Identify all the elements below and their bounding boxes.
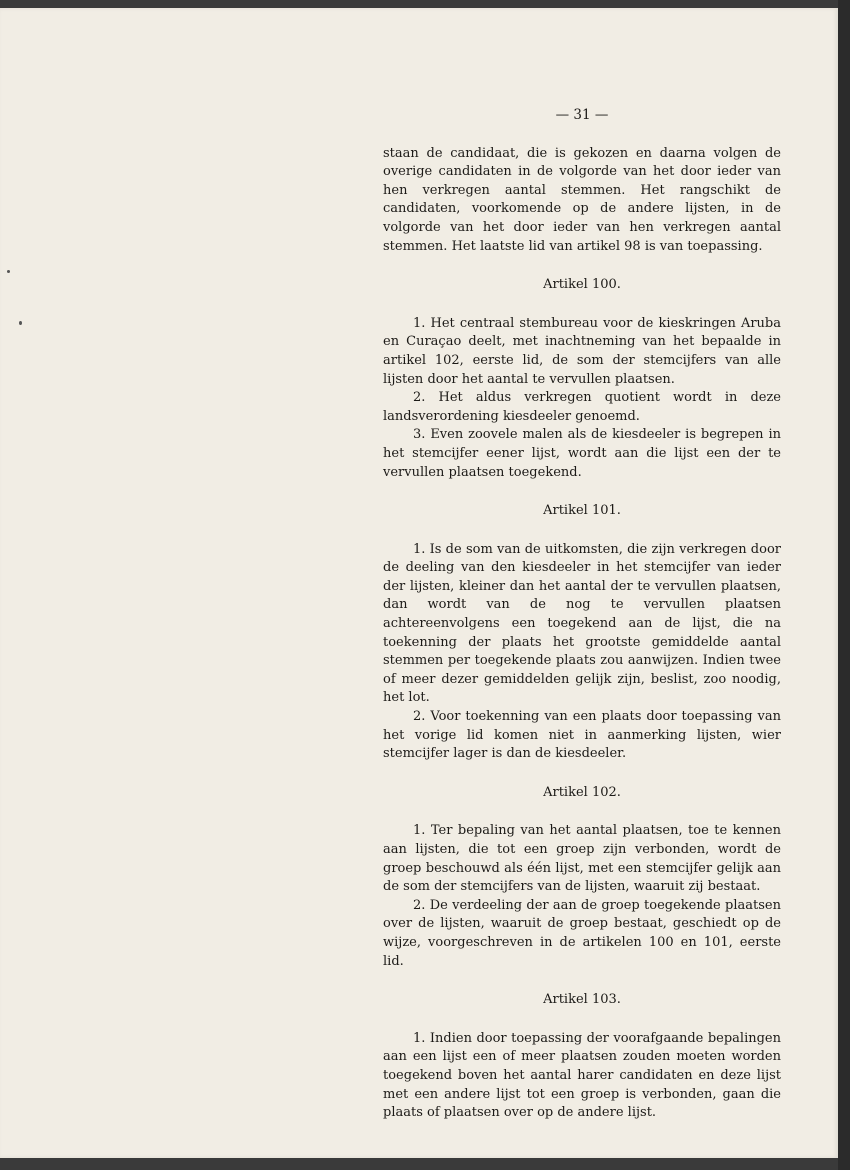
article-paragraph: 1. Is de som van de uitkomsten, die zijn verkregen door de deeling van den kiesdeeler in het stemcijfer van ieder der lijsten, kleiner dan het aantal der te vervullen plaatsen, dan wordt van de nog te vervullen plaatsen achtereenvolgens een toegekend aan de lijst, die na toekenning der plaats het grootste gemiddelde aantal stemmen per toegekende plaats zou aanwijzen. Indien twee of meer dezer gemiddelden gelijk zijn, beslist, zoo noodig, het lot.	[383, 541, 781, 706]
article-paragraph: 1. Ter bepaling van het aantal plaatsen, toe te kennen aan lijsten, die tot een groep zijn verbonden, wordt de groep beschouwd als één lijst, met een stemcijfer gelijk aan de som der stemcijfers van de lijsten, waaruit zij bestaat.	[383, 823, 781, 895]
article-paragraph: 1. Het centraal stembureau voor de kieskringen Aruba en Curaçao deelt, met inachtneming van het bepaalde in artikel 102, eerste lid, de som der stemcijfers van alle lijsten door het aantal te vervullen plaatsen.	[383, 315, 781, 387]
article-heading: Artikel 100.	[543, 277, 621, 293]
article-101	[383, 502, 781, 764]
article-100	[383, 276, 781, 482]
paper-speck	[7, 270, 10, 273]
paper-speck	[19, 321, 22, 325]
document-page	[0, 8, 838, 1158]
article-103	[383, 991, 781, 1123]
article-paragraph: 3. Even zoovele malen als de kiesdeeler is begrepen in het stemcijfer eener lijst, wordt aan die lijst een der te vervullen plaatsen toegekend.	[383, 427, 781, 480]
article-paragraph: 1. Indien door toepassing der voorafgaande bepalingen aan een lijst een of meer plaatsen zouden moeten worden toegekend boven het aantal harer candidaten en deze lijst met een andere lijst tot een groep is verbonden, gaan die plaats of plaatsen over op de andere lijst.	[383, 1030, 781, 1121]
article-heading: Artikel 102.	[543, 784, 621, 800]
article-paragraph: 2. Voor toekenning van een plaats door toepassing van het vorige lid komen niet in aanmerking lijsten, wier stemcijfer lager is dan de kiesdeeler.	[383, 709, 781, 762]
intro-paragraph: staan de candidaat, die is gekozen en daarna volgen de overige candidaten in de volgorde van het door ieder van hen verkregen aantal stemmen. Het rangschikt de candidaten, voorkomende op de andere lijsten, in de volgorde van het door ieder van hen verkregen aantal stemmen. Het laatste lid van artikel 98 is van toepassing.	[383, 145, 781, 254]
scan-edge	[838, 0, 850, 1170]
article-102	[383, 784, 781, 971]
article-paragraph: 2. Het aldus verkregen quotient wordt in deze landsverordening kiesdeeler genoemd.	[383, 390, 781, 424]
article-paragraph: 2. De verdeeling der aan de groep toegekende plaatsen over de lijsten, waaruit de groep bestaat, geschiedt op de wijze, voorgeschreven in de artikelen 100 en 101, eerste lid.	[383, 897, 781, 969]
page-number: — 31 —	[555, 107, 609, 123]
article-heading: Artikel 103.	[543, 992, 621, 1008]
page-content	[383, 106, 781, 1123]
article-heading: Artikel 101.	[543, 503, 621, 519]
